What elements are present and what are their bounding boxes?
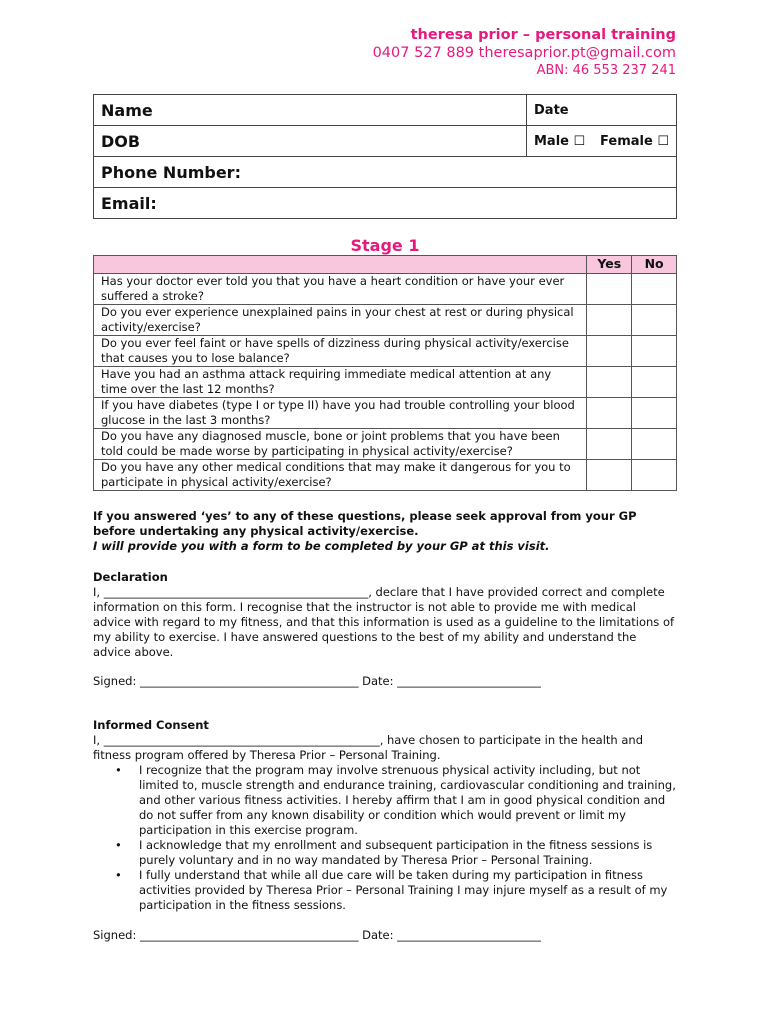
gender-field [527,126,677,157]
consent-signature-line[interactable]: Signed: ______________________________________ Date: _________________________ [93,928,541,942]
bullet-icon: • [115,868,122,882]
date-field[interactable] [527,95,677,126]
business-name: theresa prior – personal training [410,27,676,43]
email-field[interactable] [94,188,677,219]
yes-cell[interactable] [587,305,632,336]
screening-questions-table [93,255,677,491]
consent-item-text: I acknowledge that my enrollment and subsequent participation in the fitness sessions is purely voluntary and in no way mandated by Theresa Prior – Personal Training. [139,838,653,867]
declaration-signature-line[interactable]: Signed: ______________________________________ Date: _________________________ [93,674,541,688]
consent-item-text: I fully understand that while all due care will be taken during my participation in fitness activities provided by Theresa Prior – Personal Training I may injure myself as a result of my participation in the fitness sessions. [139,868,668,912]
gp-notice-text: If you answered ‘yes’ to any of these questions, please seek approval from your GP before undertaking any physical activity/exercise. [93,509,637,538]
gp-form-note: I will provide you with a form to be completed by your GP at this visit. [93,539,550,553]
yes-header: Yes [587,256,632,274]
consent-item [115,838,677,868]
stage-title: Stage 1 [350,236,420,255]
declaration-heading: Declaration [93,570,168,584]
bullet-icon: • [115,838,122,852]
dob-field[interactable] [94,126,527,157]
no-cell[interactable] [632,305,677,336]
yes-cell[interactable] [587,336,632,367]
question-row [94,336,677,367]
no-cell[interactable] [632,398,677,429]
abn-line: ABN: 46 553 237 241 [536,63,676,78]
yes-cell[interactable] [587,460,632,491]
consent-intro: I, ________________________________________________, have chosen to participate in the health and fitness program offered by Theresa Prior – Personal Training. [93,733,643,762]
question-row [94,460,677,491]
consent-section [93,718,677,913]
contact-line: 0407 527 889 theresaprior.pt@gmail.com [372,45,676,61]
dob-label: DOB [101,131,141,151]
question-header-cell [94,256,587,274]
question-row [94,305,677,336]
yes-cell[interactable] [587,367,632,398]
yes-cell[interactable] [587,429,632,460]
question-row [94,398,677,429]
no-header: No [632,256,677,274]
personal-info-table [93,94,677,219]
question-text: Do you have any diagnosed muscle, bone or joint problems that you have been told could be made worse by participating in physical activity/exercise? [94,429,587,460]
question-row [94,274,677,305]
question-text: Do you ever experience unexplained pains in your chest at rest or during physical activity/exercise? [94,305,587,336]
consent-item-text: I recognize that the program may involve strenuous physical activity including, but not limited to, muscle strength and endurance training, cardiovascular conditioning and training, and other various fitness activities. I hereby affirm that I am in good physical condition and do not suffer from any known disability or condition which would prevent or limit my participation in this exercise program. [139,763,676,837]
question-row [94,367,677,398]
consent-list [93,763,677,913]
bullet-icon: • [115,763,122,777]
name-label: Name [101,100,153,120]
questions-header-row [94,256,677,274]
question-text: Have you had an asthma attack requiring immediate medical attention at any time over the last 12 months? [94,367,587,398]
question-text: If you have diabetes (type I or type II) have you had trouble controlling your blood glucose in the last 3 months? [94,398,587,429]
no-cell[interactable] [632,367,677,398]
name-field[interactable] [94,95,527,126]
question-row [94,429,677,460]
no-cell[interactable] [632,274,677,305]
declaration-text: I, ______________________________________________, declare that I have provided correct and complete information on this form. I recognise that the instructor is not able to provide me with medical advice with regard to my fitness, and that this information is used as a guideline to the limitations of my ability to exercise. I have answered questions to the best of my ability and understand the advice above. [93,585,675,659]
consent-item [115,868,677,913]
gp-notice [93,509,677,554]
email-label: Email: [101,193,157,213]
male-checkbox[interactable]: Male ☐ [534,133,586,149]
phone-label: Phone Number: [101,162,241,182]
yes-cell[interactable] [587,274,632,305]
question-text: Do you have any other medical conditions that may make it dangerous for you to participate in physical activity/exercise? [94,460,587,491]
date-label: Date [534,102,569,118]
phone-field[interactable] [94,157,677,188]
no-cell[interactable] [632,460,677,491]
declaration-section [93,570,677,660]
letterhead [373,27,676,79]
question-text: Has your doctor ever told you that you have a heart condition or have your ever suffered a stroke? [94,274,587,305]
consent-item [115,763,677,838]
no-cell[interactable] [632,336,677,367]
consent-heading: Informed Consent [93,718,209,732]
no-cell[interactable] [632,429,677,460]
yes-cell[interactable] [587,398,632,429]
question-text: Do you ever feel faint or have spells of dizziness during physical activity/exercise that causes you to lose balance? [94,336,587,367]
female-checkbox[interactable]: Female ☐ [600,133,669,149]
